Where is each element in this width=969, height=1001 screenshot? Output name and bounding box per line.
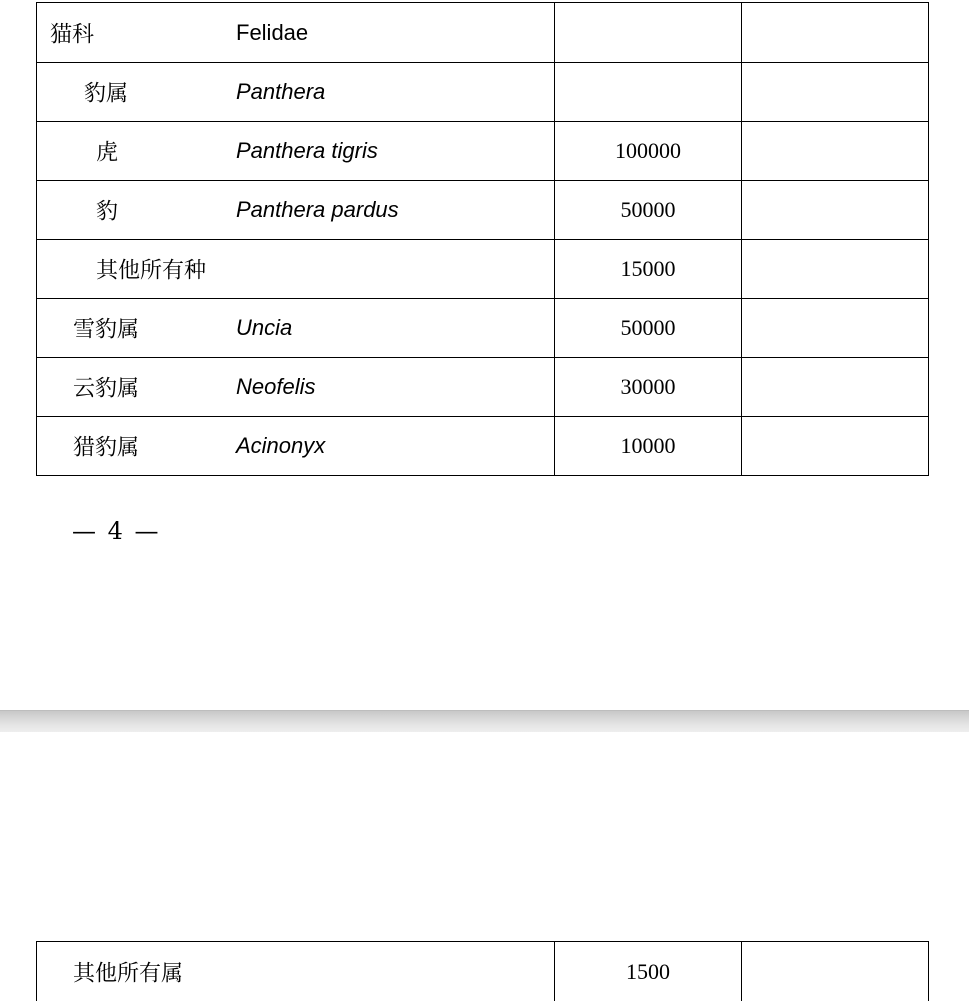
table-row [37,122,929,181]
species-table [36,2,929,476]
scientific-name: Panthera tigris [236,138,378,163]
table-row [37,358,929,417]
page-number: — 4 — [72,517,161,545]
value-cell [555,63,742,122]
value-cell: 50000 [555,181,742,240]
name-cell [37,299,555,358]
scientific-name: Neofelis [236,374,316,399]
name-cell [37,417,555,476]
table-row [37,181,929,240]
page-separator [0,710,969,732]
table-row [37,942,929,1001]
chinese-name: 雪豹属 [73,317,140,343]
value-cell: 15000 [555,240,742,299]
name-cell [37,181,555,240]
scientific-name: Acinonyx [236,433,326,458]
value-cell: 10000 [555,417,742,476]
name-cell [37,358,555,417]
value-cell: 1500 [555,942,742,1001]
chinese-name: 虎 [96,140,119,166]
value-cell: 50000 [555,299,742,358]
value-cell [555,3,742,63]
name-cell [37,63,555,122]
table-row [37,299,929,358]
chinese-name: 其他所有属 [73,961,184,986]
table-row [37,240,929,299]
scientific-name: Uncia [236,315,293,340]
extra-cell [742,358,929,417]
table-row [37,417,929,476]
table-row [37,3,929,63]
scientific-name: Felidae [236,19,309,45]
scientific-name: Panthera [236,79,326,104]
extra-cell [742,417,929,476]
species-table-continued [36,941,929,1001]
document-page-5 [0,732,969,1001]
chinese-name: 豹 [96,199,119,225]
name-cell [37,942,555,1001]
extra-cell [742,3,929,63]
extra-cell [742,181,929,240]
chinese-name: 猫科 [50,22,95,47]
extra-cell [742,299,929,358]
extra-cell [742,240,929,299]
chinese-name: 其他所有种 [96,258,207,284]
extra-cell [742,942,929,1001]
name-cell [37,240,555,299]
name-cell [37,3,555,63]
value-cell: 30000 [555,358,742,417]
chinese-name: 云豹属 [73,376,140,402]
value-cell: 100000 [555,122,742,181]
name-cell [37,122,555,181]
table-row [37,63,929,122]
extra-cell [742,63,929,122]
extra-cell [742,122,929,181]
scientific-name: Panthera pardus [236,197,399,222]
chinese-name: 猎豹属 [73,435,140,461]
chinese-name: 豹属 [84,81,129,107]
